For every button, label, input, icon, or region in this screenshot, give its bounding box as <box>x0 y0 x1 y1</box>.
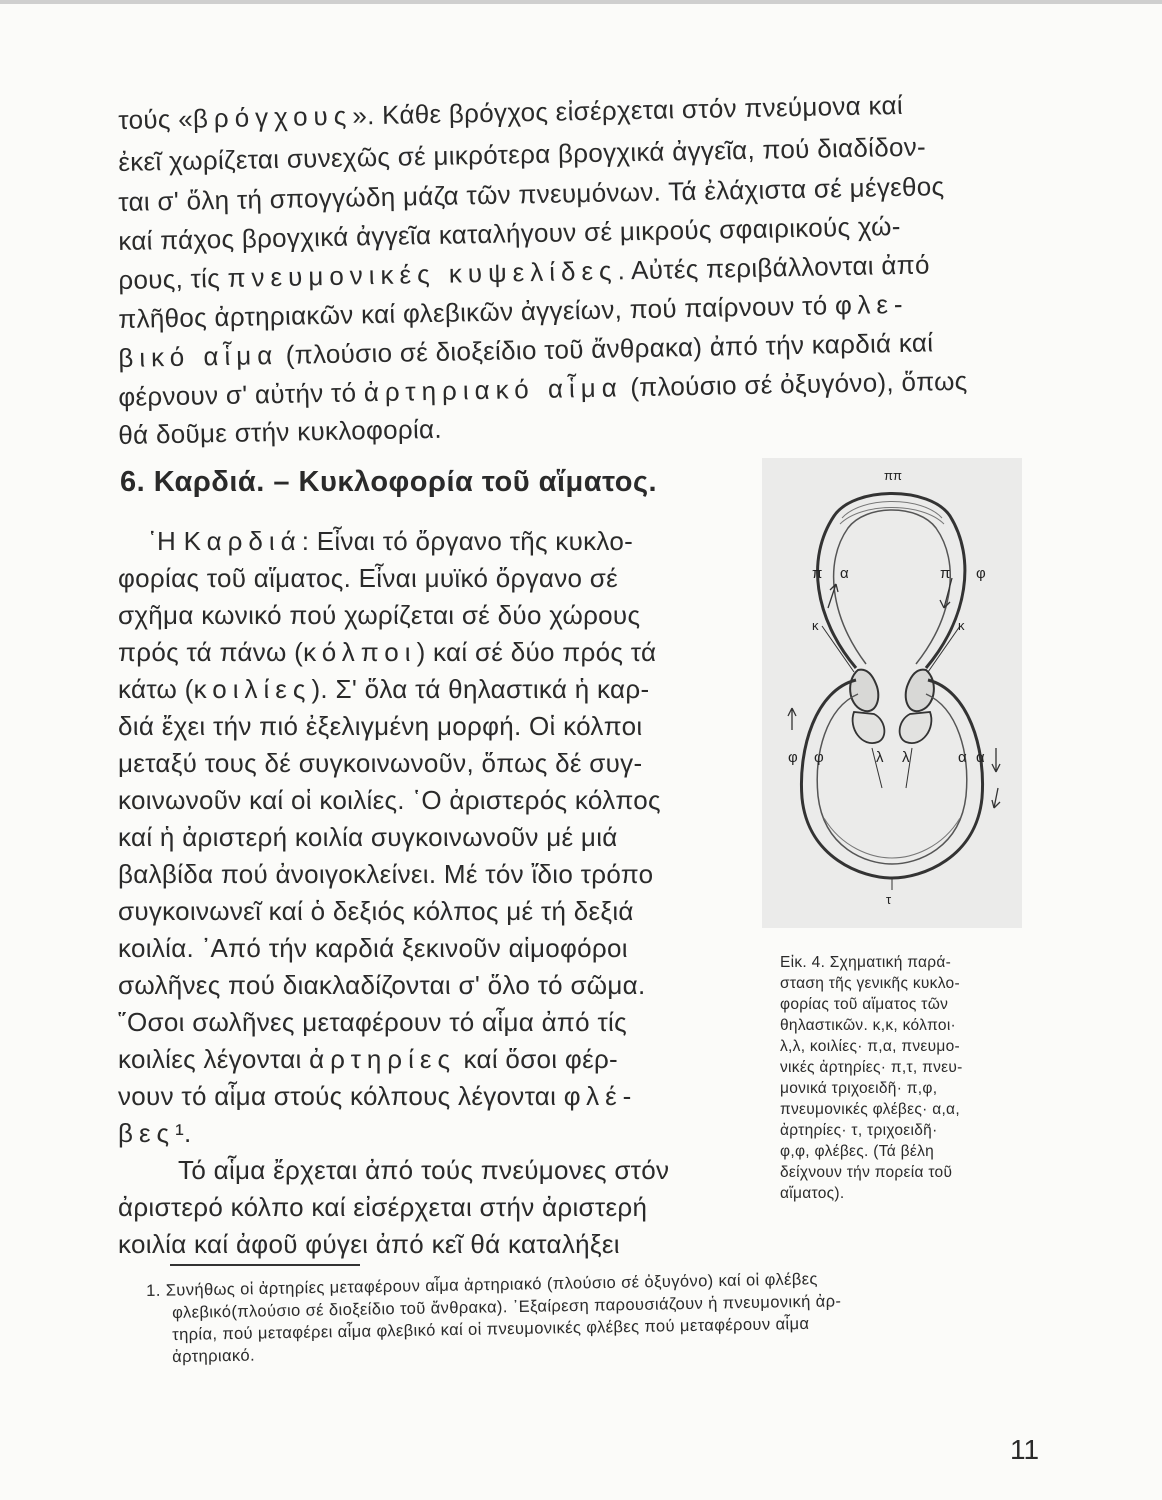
body-line: σχῆμα κωνικό πού χωρίζεται σέ δύο χώρους <box>118 600 641 630</box>
body-line: βες¹. <box>118 1118 192 1148</box>
intro-line: ρους, τίς πνευμονικές κυψελίδες. Αὐτές περιβάλλονται ἀπό <box>118 249 930 295</box>
body-line: ἀριστερό κόλπο καί εἰσέρχεται στήν ἀριστερή <box>118 1192 648 1222</box>
body-line: νουν τό αἷμα στούς κόλπους λέγονται φλέ- <box>118 1081 638 1111</box>
body-line: διά ἔχει τήν πιό ἐξελιγμένη μορφή. Οἱ κόλποι <box>118 711 643 741</box>
body-line: βαλβίδα πού ἀνοιγοκλείνει. Μέ τόν ἴδιο τρόπο <box>118 859 654 889</box>
pointer-line <box>822 626 854 672</box>
intro-line: φέρνουν σ' αὐτήν τό ἀρτηριακό αἷμα (πλούσιο σέ ὀξυγόνο), ὅπως <box>118 365 968 412</box>
circulation-diagram <box>762 458 1022 928</box>
caption-line: πνευμονικές φλέβες· α,α, <box>780 1101 960 1118</box>
caption-line: νικές ἀρτηρίες· π,τ, πνευ- <box>780 1059 963 1076</box>
footnote-line: ἀρτηριακό. <box>172 1346 256 1366</box>
pointer-line <box>928 626 960 672</box>
body-line: σωλῆνες πού διακλαδίζονται σ' ὅλο τό σῶμα. <box>118 970 646 1000</box>
systemic-loop-inner <box>817 694 966 864</box>
body-capillary-line <box>824 818 960 858</box>
label-f-right: φ <box>976 565 986 582</box>
body-line: κοιλία καί ἀφοῦ φύγει ἀπό κεῖ θά καταλήξει <box>118 1229 620 1259</box>
page-number: 11 <box>1010 1434 1040 1465</box>
caption-line: δείχνουν τήν πορεία τοῦ <box>780 1164 953 1181</box>
label-pt: ππ <box>884 468 902 483</box>
body-line: κοινωνοῦν καί οἱ κοιλίες. ῾Ο ἀριστερός κόλπος <box>118 785 661 815</box>
intro-line: ἐκεῖ χωρίζεται συνεχῶς σέ μικρότερα βρογχικά ἀγγεῖα, πού διαδίδον- <box>118 131 927 177</box>
right-ventricle-shape <box>900 712 932 743</box>
footnote-line: 1. Συνήθως οἱ ἀρτηρίες μεταφέρουν αἷμα ἀρτηριακό (πλούσιο σέ ὀξυγόνο) καί οἱ φλέβες <box>146 1270 818 1300</box>
label-t: τ <box>886 892 892 907</box>
intro-line: ται σ' ὅλη τή σπογγώδη μάζα τῶν πνευμόνων. Τά ἐλάχιστα σέ μέγεθος <box>118 171 945 217</box>
intro-line: καί πάχος βρογχικά ἀγγεῖα καταλήγουν σέ μικρούς σφαιρικούς χώ- <box>118 210 901 256</box>
intro-line: τούς «βρόγχους». Κάθε βρόγχος εἰσέρχεται στόν πνεύμονα καί <box>118 89 904 135</box>
caption-line: Εἰκ. 4. Σχηματική παρά- <box>780 954 952 971</box>
body-line: Τό αἷμα ἔρχεται ἀπό τούς πνεύμονες στόν <box>178 1155 670 1185</box>
label-a-outer: α <box>976 749 985 766</box>
caption-line: ἀρτηρίες· τ, τριχοειδῆ· <box>780 1122 938 1139</box>
body-line: πρός τά πάνω (κόλποι) καί σέ δύο πρός τά <box>118 637 657 667</box>
footnote-line: φλεβικό(πλούσιο σέ διοξείδιο τοῦ ἄνθρακα). ᾿Εξαίρεση παρουσιάζουν ἡ πνευμονική ἀρ- <box>172 1292 842 1322</box>
body-line: καί ἡ ἀριστερή κοιλία συγκοινωνοῦν μέ μιά <box>118 822 618 852</box>
right-atrium-shape <box>906 670 934 712</box>
body-line: φορίας τοῦ αἵματος. Εἶναι μυϊκό ὄργανο σέ <box>118 563 619 593</box>
caption-line: μονικά τριχοειδῆ· π,φ, <box>780 1080 938 1097</box>
caption-line: σταση τῆς γενικῆς κυκλο- <box>780 975 960 992</box>
flow-arrow-icon <box>940 578 952 608</box>
flow-arrow-icon <box>788 708 796 730</box>
body-line: κάτω (κοιλίες). Σ' ὅλα τά θηλαστικά ἡ καρ- <box>118 674 650 704</box>
caption-line: λ,λ, κοιλίες· π,α, πνευμο- <box>780 1038 961 1055</box>
circulation-figure <box>762 458 1022 928</box>
intro-line: βικό αἷμα (πλούσιο σέ διοξείδιο τοῦ ἄνθρακα) ἀπό τήν καρδιά καί <box>118 327 934 373</box>
caption-line: φ,φ, φλέβες. (Τά βέλη <box>780 1143 935 1160</box>
body-line: συγκοινωνεῖ καί ὁ δεξιός κόλπος μέ τή δεξιά <box>118 896 634 926</box>
flow-arrow-icon <box>992 788 1000 808</box>
pulmonary-loop-inner <box>834 510 951 664</box>
footnote-divider <box>170 1264 360 1266</box>
systemic-loop-outer <box>801 680 982 878</box>
footnote-line: τηρία, πού μεταφέρει αἷμα φλεβικό καί οἱ πνευμονικές φλέβες πού μεταφέρουν αἷμα <box>172 1314 810 1344</box>
label-k-left: κ <box>812 618 819 633</box>
label-k-right: κ <box>958 618 965 633</box>
flow-arrow-icon <box>992 748 1000 772</box>
body-line: κοιλίες λέγονται ἀρτηρίες καί ὅσοι φέρ- <box>118 1044 619 1074</box>
label-l-right: λ <box>902 749 910 766</box>
label-p-left: π <box>812 565 823 582</box>
label-a-left: α <box>840 565 849 582</box>
left-atrium-shape <box>850 670 878 712</box>
body-line: μεταξύ τους δέ συγκοινωνοῦν, ὅπως δέ συγ- <box>118 748 643 778</box>
intro-line: θά δοῦμε στήν κυκλοφορία. <box>118 413 443 450</box>
label-f-inner: φ <box>814 749 824 766</box>
caption-line: φορίας τοῦ αἵματος τῶν <box>780 996 949 1013</box>
label-f-outer: φ <box>788 749 798 766</box>
page-top-edge <box>0 0 1162 4</box>
body-line: ῞Οσοι σωλῆνες μεταφέρουν τό αἷμα ἀπό τίς <box>118 1007 627 1037</box>
label-a-inner: α <box>958 749 967 766</box>
caption-line: αἵματος). <box>780 1185 845 1202</box>
body-line: ῾Η Καρδιά: Εἶναι τό ὄργανο τῆς κυκλο- <box>148 526 634 556</box>
section-heading: 6. Καρδιά. – Κυκλοφορία τοῦ αἵματος. <box>120 466 658 498</box>
label-p-right: π <box>940 565 951 582</box>
caption-line: θηλαστικῶν. κ,κ, κόλποι· <box>780 1017 957 1034</box>
body-line: κοιλία. ᾿Από τήν καρδιά ξεκινοῦν αἱμοφόροι <box>118 933 628 963</box>
left-ventricle-shape <box>853 712 885 743</box>
label-l-left: λ <box>876 749 884 766</box>
intro-line: πλῆθος ἀρτηριακῶν καί φλεβικῶν ἀγγείων, πού παίρνουν τό φλε- <box>118 288 909 334</box>
